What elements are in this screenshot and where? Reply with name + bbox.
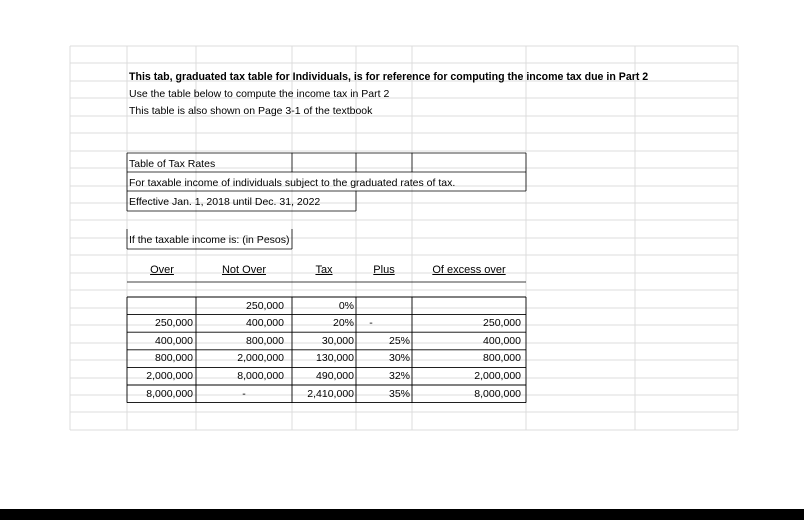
cell-over: 2,000,000 (146, 369, 193, 382)
header-tax: Tax (315, 264, 333, 276)
cell-excess: 800,000 (483, 352, 521, 365)
cell-plus: - (369, 317, 373, 330)
cell-not-over: 2,000,000 (237, 352, 284, 365)
cell-plus: 32% (388, 369, 410, 382)
header-over: Over (150, 264, 174, 276)
cell-over: 800,000 (155, 352, 193, 365)
cell-excess: 8,000,000 (474, 387, 521, 400)
cell-excess: 400,000 (483, 334, 521, 347)
cell-not-over: 250,000 (246, 299, 284, 312)
cell-not-over: - (242, 387, 246, 400)
note-line-2: Use the table below to compute the income tax in Part 2 (129, 88, 390, 100)
table-title: Table of Tax Rates (129, 158, 216, 170)
header-not-over: Not Over (221, 264, 266, 276)
note-line-1: This tab, graduated tax table for Individuals, is for reference for computing the income tax due in Part 2 (129, 71, 649, 83)
header-plus: Plus (373, 264, 395, 276)
cell-not-over: 800,000 (246, 334, 284, 347)
cell-excess: 250,000 (483, 317, 521, 330)
condition-label: If the taxable income is: (in Pesos) (129, 234, 290, 246)
cell-plus: 25% (388, 334, 410, 347)
header-excess: Of excess over (432, 264, 506, 276)
cell-tax: 30,000 (321, 334, 354, 347)
cell-tax: 130,000 (316, 352, 354, 365)
cell-tax: 490,000 (316, 369, 354, 382)
cell-tax: 0% (338, 299, 354, 312)
cell-tax: 20% (332, 317, 354, 330)
cell-excess: 2,000,000 (474, 369, 521, 382)
table-effective-date: Effective Jan. 1, 2018 until Dec. 31, 2022 (129, 196, 321, 208)
note-line-3: This table is also shown on Page 3-1 of the textbook (129, 105, 373, 117)
cell-over: 250,000 (155, 317, 193, 330)
table-subtitle: For taxable income of individuals subject to the graduated rates of tax. (129, 177, 456, 189)
cell-over: 8,000,000 (146, 387, 193, 400)
cell-plus: 30% (388, 352, 410, 365)
cell-not-over: 400,000 (246, 317, 284, 330)
cell-tax: 2,410,000 (307, 387, 354, 400)
cell-plus: 35% (388, 387, 410, 400)
cell-not-over: 8,000,000 (237, 369, 284, 382)
cell-over: 400,000 (155, 334, 193, 347)
